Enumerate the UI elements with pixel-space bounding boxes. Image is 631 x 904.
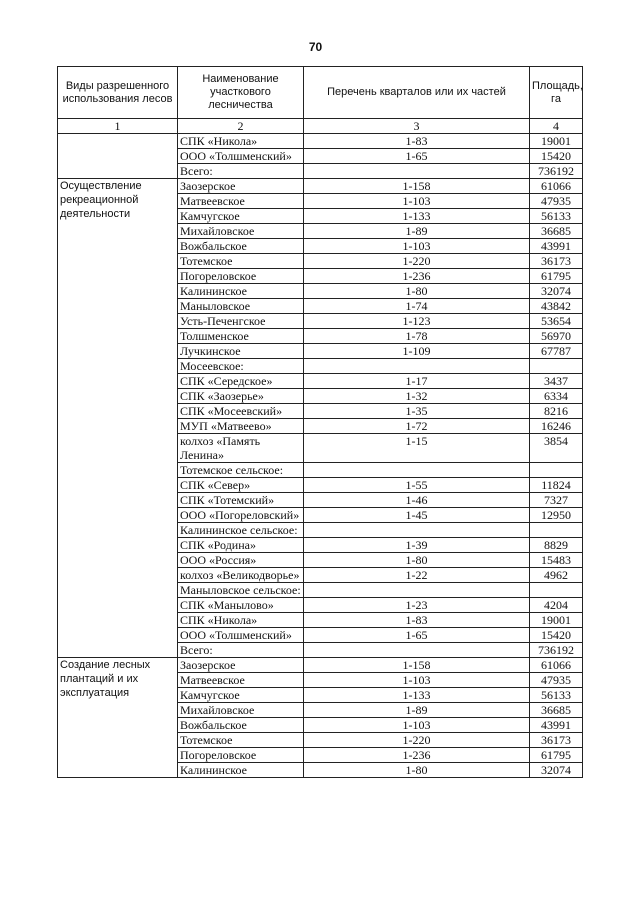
area-cell: 61795 [530, 269, 583, 284]
forestry-name-cell: ООО «Толшменский» [178, 149, 304, 164]
table-row [58, 658, 583, 673]
quarters-cell: 1-78 [304, 329, 530, 344]
forestry-name-cell: СПК «Тотемский» [178, 493, 304, 508]
area-cell: 7327 [530, 493, 583, 508]
area-cell: 32074 [530, 284, 583, 299]
quarters-cell: 1-158 [304, 179, 530, 194]
forestry-name-cell: Вожбальское [178, 718, 304, 733]
quarters-cell: 1-65 [304, 149, 530, 164]
forestry-name-cell: Тотемское [178, 254, 304, 269]
quarters-cell: 1-83 [304, 613, 530, 628]
quarters-cell [304, 643, 530, 658]
area-cell: 15420 [530, 149, 583, 164]
forestry-name-cell: СПК «Север» [178, 478, 304, 493]
forestry-name-cell: СПК «Заозерье» [178, 389, 304, 404]
area-cell: 61795 [530, 748, 583, 763]
column-number: 1 [58, 119, 178, 134]
forestry-name-cell: колхоз «Память Ленина» [178, 434, 304, 463]
forestry-name-cell: МУП «Матвеево» [178, 419, 304, 434]
forestry-name-cell: Камчугское [178, 209, 304, 224]
quarters-cell: 1-17 [304, 374, 530, 389]
area-cell: 4204 [530, 598, 583, 613]
quarters-cell [304, 164, 530, 179]
quarters-cell: 1-39 [304, 538, 530, 553]
quarters-cell: 1-80 [304, 763, 530, 778]
forestry-name-cell: Усть-Печенгское [178, 314, 304, 329]
forestry-name-cell: СПК «Родина» [178, 538, 304, 553]
quarters-cell: 1-236 [304, 748, 530, 763]
forestry-name-cell: Всего: [178, 164, 304, 179]
forestry-name-cell: ООО «Россия» [178, 553, 304, 568]
area-cell [530, 359, 583, 374]
quarters-cell: 1-109 [304, 344, 530, 359]
area-cell: 8829 [530, 538, 583, 553]
forestry-name-cell: колхоз «Великодворье» [178, 568, 304, 583]
quarters-cell: 1-103 [304, 673, 530, 688]
forestry-name-cell: ООО «Толшменский» [178, 628, 304, 643]
forestry-name-cell: Матвеевское [178, 194, 304, 209]
forestry-name-cell: СПК «Никола» [178, 134, 304, 149]
area-cell: 15483 [530, 553, 583, 568]
header-usage-types: Виды разрешенного использования лесов [58, 67, 178, 119]
forestry-name-cell: Маныловское [178, 299, 304, 314]
area-cell: 19001 [530, 613, 583, 628]
quarters-cell: 1-103 [304, 239, 530, 254]
quarters-cell: 1-158 [304, 658, 530, 673]
page-number: 70 [308, 40, 323, 54]
quarters-cell: 1-103 [304, 718, 530, 733]
area-cell: 43991 [530, 239, 583, 254]
quarters-cell: 1-55 [304, 478, 530, 493]
forestry-name-cell: СПК «Середское» [178, 374, 304, 389]
quarters-cell: 1-133 [304, 209, 530, 224]
quarters-cell: 1-46 [304, 493, 530, 508]
quarters-cell: 1-133 [304, 688, 530, 703]
column-number: 4 [530, 119, 583, 134]
area-cell [530, 463, 583, 478]
table-row [58, 179, 583, 194]
area-cell: 56970 [530, 329, 583, 344]
area-cell: 8216 [530, 404, 583, 419]
forestry-name-cell: Всего: [178, 643, 304, 658]
quarters-cell: 1-89 [304, 703, 530, 718]
area-cell: 12950 [530, 508, 583, 523]
area-cell: 4962 [530, 568, 583, 583]
header-area: Площадь, га [530, 67, 583, 119]
area-cell: 56133 [530, 688, 583, 703]
quarters-cell: 1-103 [304, 194, 530, 209]
forestry-name-cell: СПК «Манылово» [178, 598, 304, 613]
forestry-name-cell: Камчугское [178, 688, 304, 703]
forestry-name-cell: Вожбальское [178, 239, 304, 254]
forestry-name-cell: Калининское [178, 284, 304, 299]
forestry-name-cell: СПК «Мосеевский» [178, 404, 304, 419]
column-number: 2 [178, 119, 304, 134]
forestry-name-cell: Тотемское [178, 733, 304, 748]
forestry-name-cell: Михайловское [178, 224, 304, 239]
header-quarters-list: Перечень кварталов или их частей [304, 67, 530, 119]
area-cell: 47935 [530, 673, 583, 688]
area-cell [530, 523, 583, 538]
column-number-row [58, 119, 583, 134]
quarters-cell: 1-236 [304, 269, 530, 284]
usage-type-cell: Осуществление рекреационной деятельности [58, 179, 178, 658]
forestry-name-cell: Калининское [178, 763, 304, 778]
area-cell: 16246 [530, 419, 583, 434]
quarters-cell: 1-123 [304, 314, 530, 329]
area-cell: 15420 [530, 628, 583, 643]
quarters-cell: 1-22 [304, 568, 530, 583]
quarters-cell [304, 359, 530, 374]
area-cell: 736192 [530, 643, 583, 658]
quarters-cell: 1-65 [304, 628, 530, 643]
column-number: 3 [304, 119, 530, 134]
area-cell: 56133 [530, 209, 583, 224]
usage-type-cell: Создание лесных плантаций и их эксплуатация [58, 658, 178, 778]
forestry-name-cell: Калининское сельское: [178, 523, 304, 538]
forestry-name-cell: Заозерское [178, 179, 304, 194]
usage-type-cell [58, 134, 178, 179]
table-body [58, 134, 583, 778]
quarters-cell [304, 463, 530, 478]
quarters-cell [304, 523, 530, 538]
area-cell: 6334 [530, 389, 583, 404]
forestry-name-cell: Погореловское [178, 269, 304, 284]
quarters-cell: 1-74 [304, 299, 530, 314]
quarters-cell: 1-15 [304, 434, 530, 463]
forestry-name-cell: Матвеевское [178, 673, 304, 688]
forestry-name-cell: Толшменское [178, 329, 304, 344]
forestry-name-cell: Заозерское [178, 658, 304, 673]
area-cell: 19001 [530, 134, 583, 149]
forestry-name-cell: СПК «Никола» [178, 613, 304, 628]
quarters-cell: 1-35 [304, 404, 530, 419]
quarters-cell: 1-83 [304, 134, 530, 149]
area-cell: 61066 [530, 658, 583, 673]
forestry-name-cell: Лучкинское [178, 344, 304, 359]
area-cell: 3437 [530, 374, 583, 389]
quarters-cell: 1-80 [304, 553, 530, 568]
forestry-name-cell: Тотемское сельское: [178, 463, 304, 478]
area-cell: 36685 [530, 224, 583, 239]
quarters-cell: 1-220 [304, 733, 530, 748]
forestry-name-cell: Погореловское [178, 748, 304, 763]
area-cell: 43991 [530, 718, 583, 733]
quarters-cell: 1-89 [304, 224, 530, 239]
area-cell: 36173 [530, 733, 583, 748]
forestry-name-cell: Михайловское [178, 703, 304, 718]
quarters-cell: 1-45 [304, 508, 530, 523]
quarters-cell: 1-220 [304, 254, 530, 269]
land-use-table [57, 66, 583, 778]
area-cell: 61066 [530, 179, 583, 194]
area-cell: 3854 [530, 434, 583, 463]
area-cell: 47935 [530, 194, 583, 209]
area-cell: 736192 [530, 164, 583, 179]
quarters-cell: 1-23 [304, 598, 530, 613]
area-cell: 53654 [530, 314, 583, 329]
area-cell [530, 583, 583, 598]
forestry-name-cell: Мосеевское: [178, 359, 304, 374]
quarters-cell: 1-72 [304, 419, 530, 434]
table-header-row [58, 67, 583, 119]
quarters-cell: 1-32 [304, 389, 530, 404]
area-cell: 11824 [530, 478, 583, 493]
area-cell: 36173 [530, 254, 583, 269]
forestry-name-cell: ООО «Погореловский» [178, 508, 304, 523]
quarters-cell: 1-80 [304, 284, 530, 299]
header-forestry-name: Наименование участкового лесничества [178, 67, 304, 119]
table-row [58, 134, 583, 149]
area-cell: 36685 [530, 703, 583, 718]
area-cell: 32074 [530, 763, 583, 778]
quarters-cell [304, 583, 530, 598]
area-cell: 43842 [530, 299, 583, 314]
forestry-name-cell: Маныловское сельское: [178, 583, 304, 598]
area-cell: 67787 [530, 344, 583, 359]
